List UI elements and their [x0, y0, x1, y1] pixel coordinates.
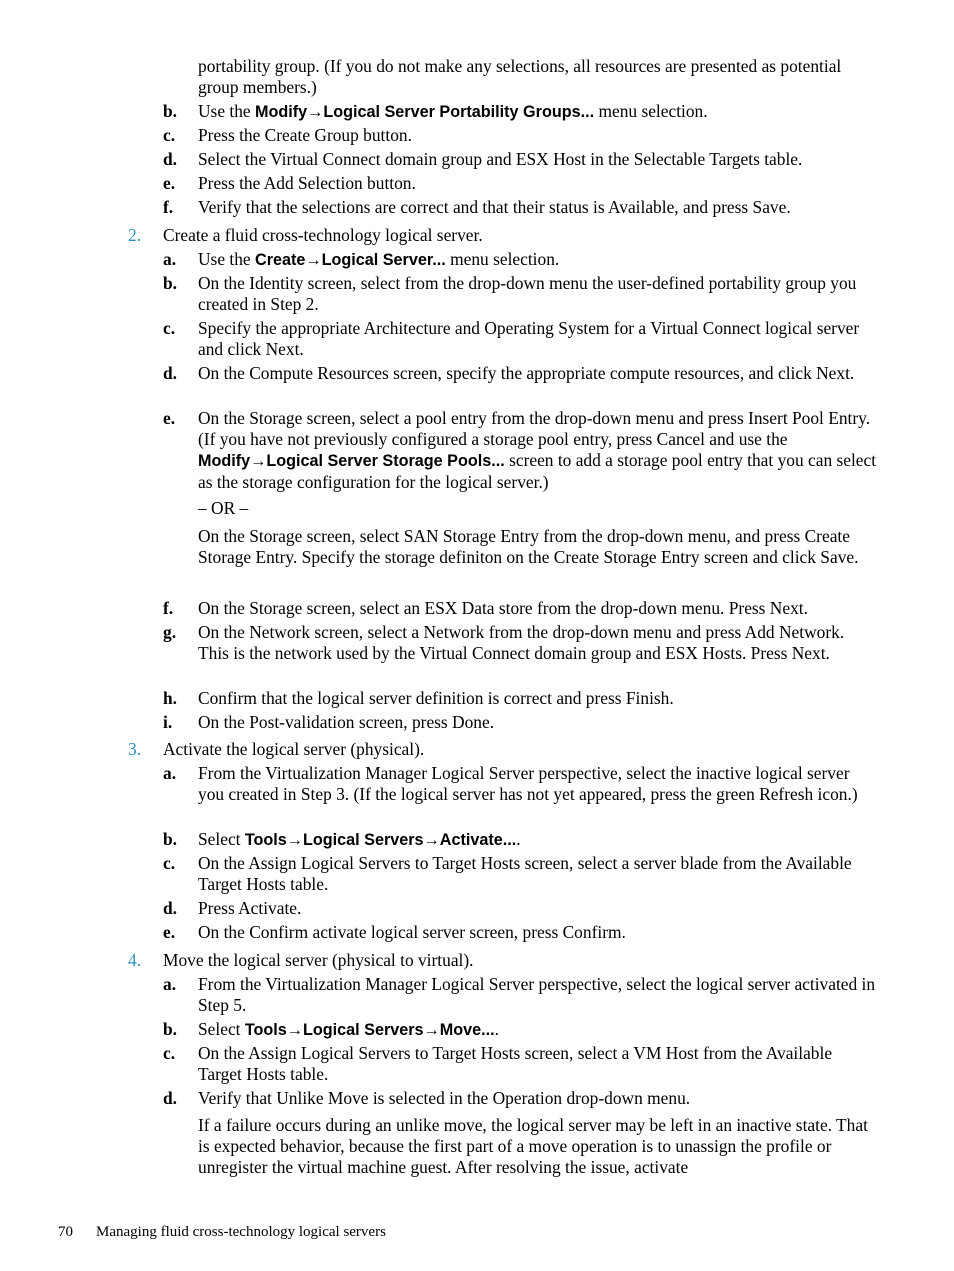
- list-item: Select Tools→Logical Servers→Activate....: [198, 829, 521, 849]
- alternative-paragraph: On the Storage screen, select SAN Storage Entry from the drop-down menu, and press Create Storage Entry. Specify the storage definiton on the Create Storage Entry screen and click Save.: [198, 526, 859, 567]
- item-label: a.: [163, 974, 177, 994]
- menu-path: Modify→Logical Server Storage Pools...: [198, 452, 505, 470]
- step-number: 2.: [128, 225, 142, 245]
- list-item: From the Virtualization Manager Logical Server perspective, select the logical server activated in Step 5.: [198, 974, 876, 1015]
- item-label: e.: [163, 408, 176, 428]
- list-item: Specify the appropriate Architecture and Operating System for a Virtual Connect logical server and click Next.: [198, 318, 860, 359]
- item-label: b.: [163, 1019, 178, 1039]
- list-item: From the Virtualization Manager Logical Server perspective, select the inactive logical server you created in Step 3. (If the logical server has not yet appeared, press the green Refresh icon.): [198, 763, 858, 804]
- page-number: 70: [58, 1224, 73, 1240]
- step-number: 3.: [128, 739, 142, 759]
- list-item: On the Assign Logical Servers to Target Hosts screen, select a server blade from the Available Target Hosts table.: [198, 853, 852, 894]
- step-number: 4.: [128, 950, 142, 970]
- item-label: b.: [163, 273, 178, 293]
- list-item: Select Tools→Logical Servers→Move....: [198, 1019, 499, 1039]
- item-label: e.: [163, 173, 176, 193]
- item-label: d.: [163, 1088, 178, 1108]
- list-item: Use the Modify→Logical Server Portability Groups... menu selection.: [198, 101, 708, 121]
- item-label: d.: [163, 363, 178, 383]
- item-label: e.: [163, 922, 176, 942]
- item-label: c.: [163, 125, 176, 145]
- item-label: b.: [163, 829, 178, 849]
- step-text: Activate the logical server (physical).: [163, 739, 425, 759]
- menu-path: Tools→Logical Servers→Move...: [244, 1021, 495, 1039]
- item-label: a.: [163, 763, 177, 783]
- list-item: On the Network screen, select a Network from the drop-down menu and press Add Network. This is the network used by the Virtual Connect domain group and ESX Hosts. Press Next.: [198, 622, 845, 663]
- or-separator: – OR –: [198, 498, 249, 518]
- item-label: d.: [163, 149, 178, 169]
- continuation-paragraph: portability group. (If you do not make any selections, all resources are presented as potential group members.): [198, 56, 842, 97]
- list-item: Press Activate.: [198, 898, 302, 918]
- menu-path: Modify→Logical Server Portability Groups...: [255, 103, 595, 121]
- footer-title: Managing fluid cross-technology logical servers: [96, 1224, 386, 1240]
- list-item: Verify that Unlike Move is selected in the Operation drop-down menu.: [198, 1088, 691, 1108]
- list-item: Confirm that the logical server definition is correct and press Finish.: [198, 688, 674, 708]
- list-item: On the Identity screen, select from the drop-down menu the user-defined portability group you created in Step 2.: [198, 273, 857, 314]
- note-paragraph: If a failure occurs during an unlike move, the logical server may be left in an inactive state. That is expected behavior, because the first part of a move operation is to unassign the profile or unregister the virtual machine guest. After resolving the issue, activate: [198, 1115, 868, 1177]
- list-item: On the Storage screen, select a pool entry from the drop-down menu and press Insert Pool Entry. (If you have not previously configured a storage pool entry, press Cancel and use the Modify→Logical Server Storage Pools... screen to add a storage pool entry that you can select as the storage configuration for the logical server.): [198, 408, 877, 492]
- list-item: On the Assign Logical Servers to Target Hosts screen, select a VM Host from the Available Target Hosts table.: [198, 1043, 833, 1084]
- item-label: d.: [163, 898, 178, 918]
- list-item: On the Storage screen, select an ESX Data store from the drop-down menu. Press Next.: [198, 598, 808, 618]
- list-item: On the Post-validation screen, press Done.: [198, 712, 495, 732]
- item-label: c.: [163, 318, 176, 338]
- step-text: Create a fluid cross-technology logical server.: [163, 225, 483, 245]
- menu-path: Tools→Logical Servers→Activate...: [244, 831, 517, 849]
- step-text: Move the logical server (physical to virtual).: [163, 950, 474, 970]
- list-item: On the Compute Resources screen, specify the appropriate compute resources, and click Next.: [198, 363, 855, 383]
- list-item: Press the Add Selection button.: [198, 173, 416, 193]
- item-label: i.: [163, 712, 173, 732]
- menu-path: Create→Logical Server...: [255, 251, 446, 269]
- list-item: On the Confirm activate logical server screen, press Confirm.: [198, 922, 626, 942]
- list-item: Use the Create→Logical Server... menu selection.: [198, 249, 560, 269]
- list-item: Select the Virtual Connect domain group and ESX Host in the Selectable Targets table.: [198, 149, 803, 169]
- item-label: c.: [163, 1043, 176, 1063]
- item-label: f.: [163, 598, 174, 618]
- item-label: b.: [163, 101, 178, 121]
- item-label: a.: [163, 249, 177, 269]
- item-label: f.: [163, 197, 174, 217]
- item-label: c.: [163, 853, 176, 873]
- item-label: h.: [163, 688, 178, 708]
- list-item: Verify that the selections are correct and that their status is Available, and press Save.: [198, 197, 791, 217]
- list-item: Press the Create Group button.: [198, 125, 412, 145]
- item-label: g.: [163, 622, 177, 642]
